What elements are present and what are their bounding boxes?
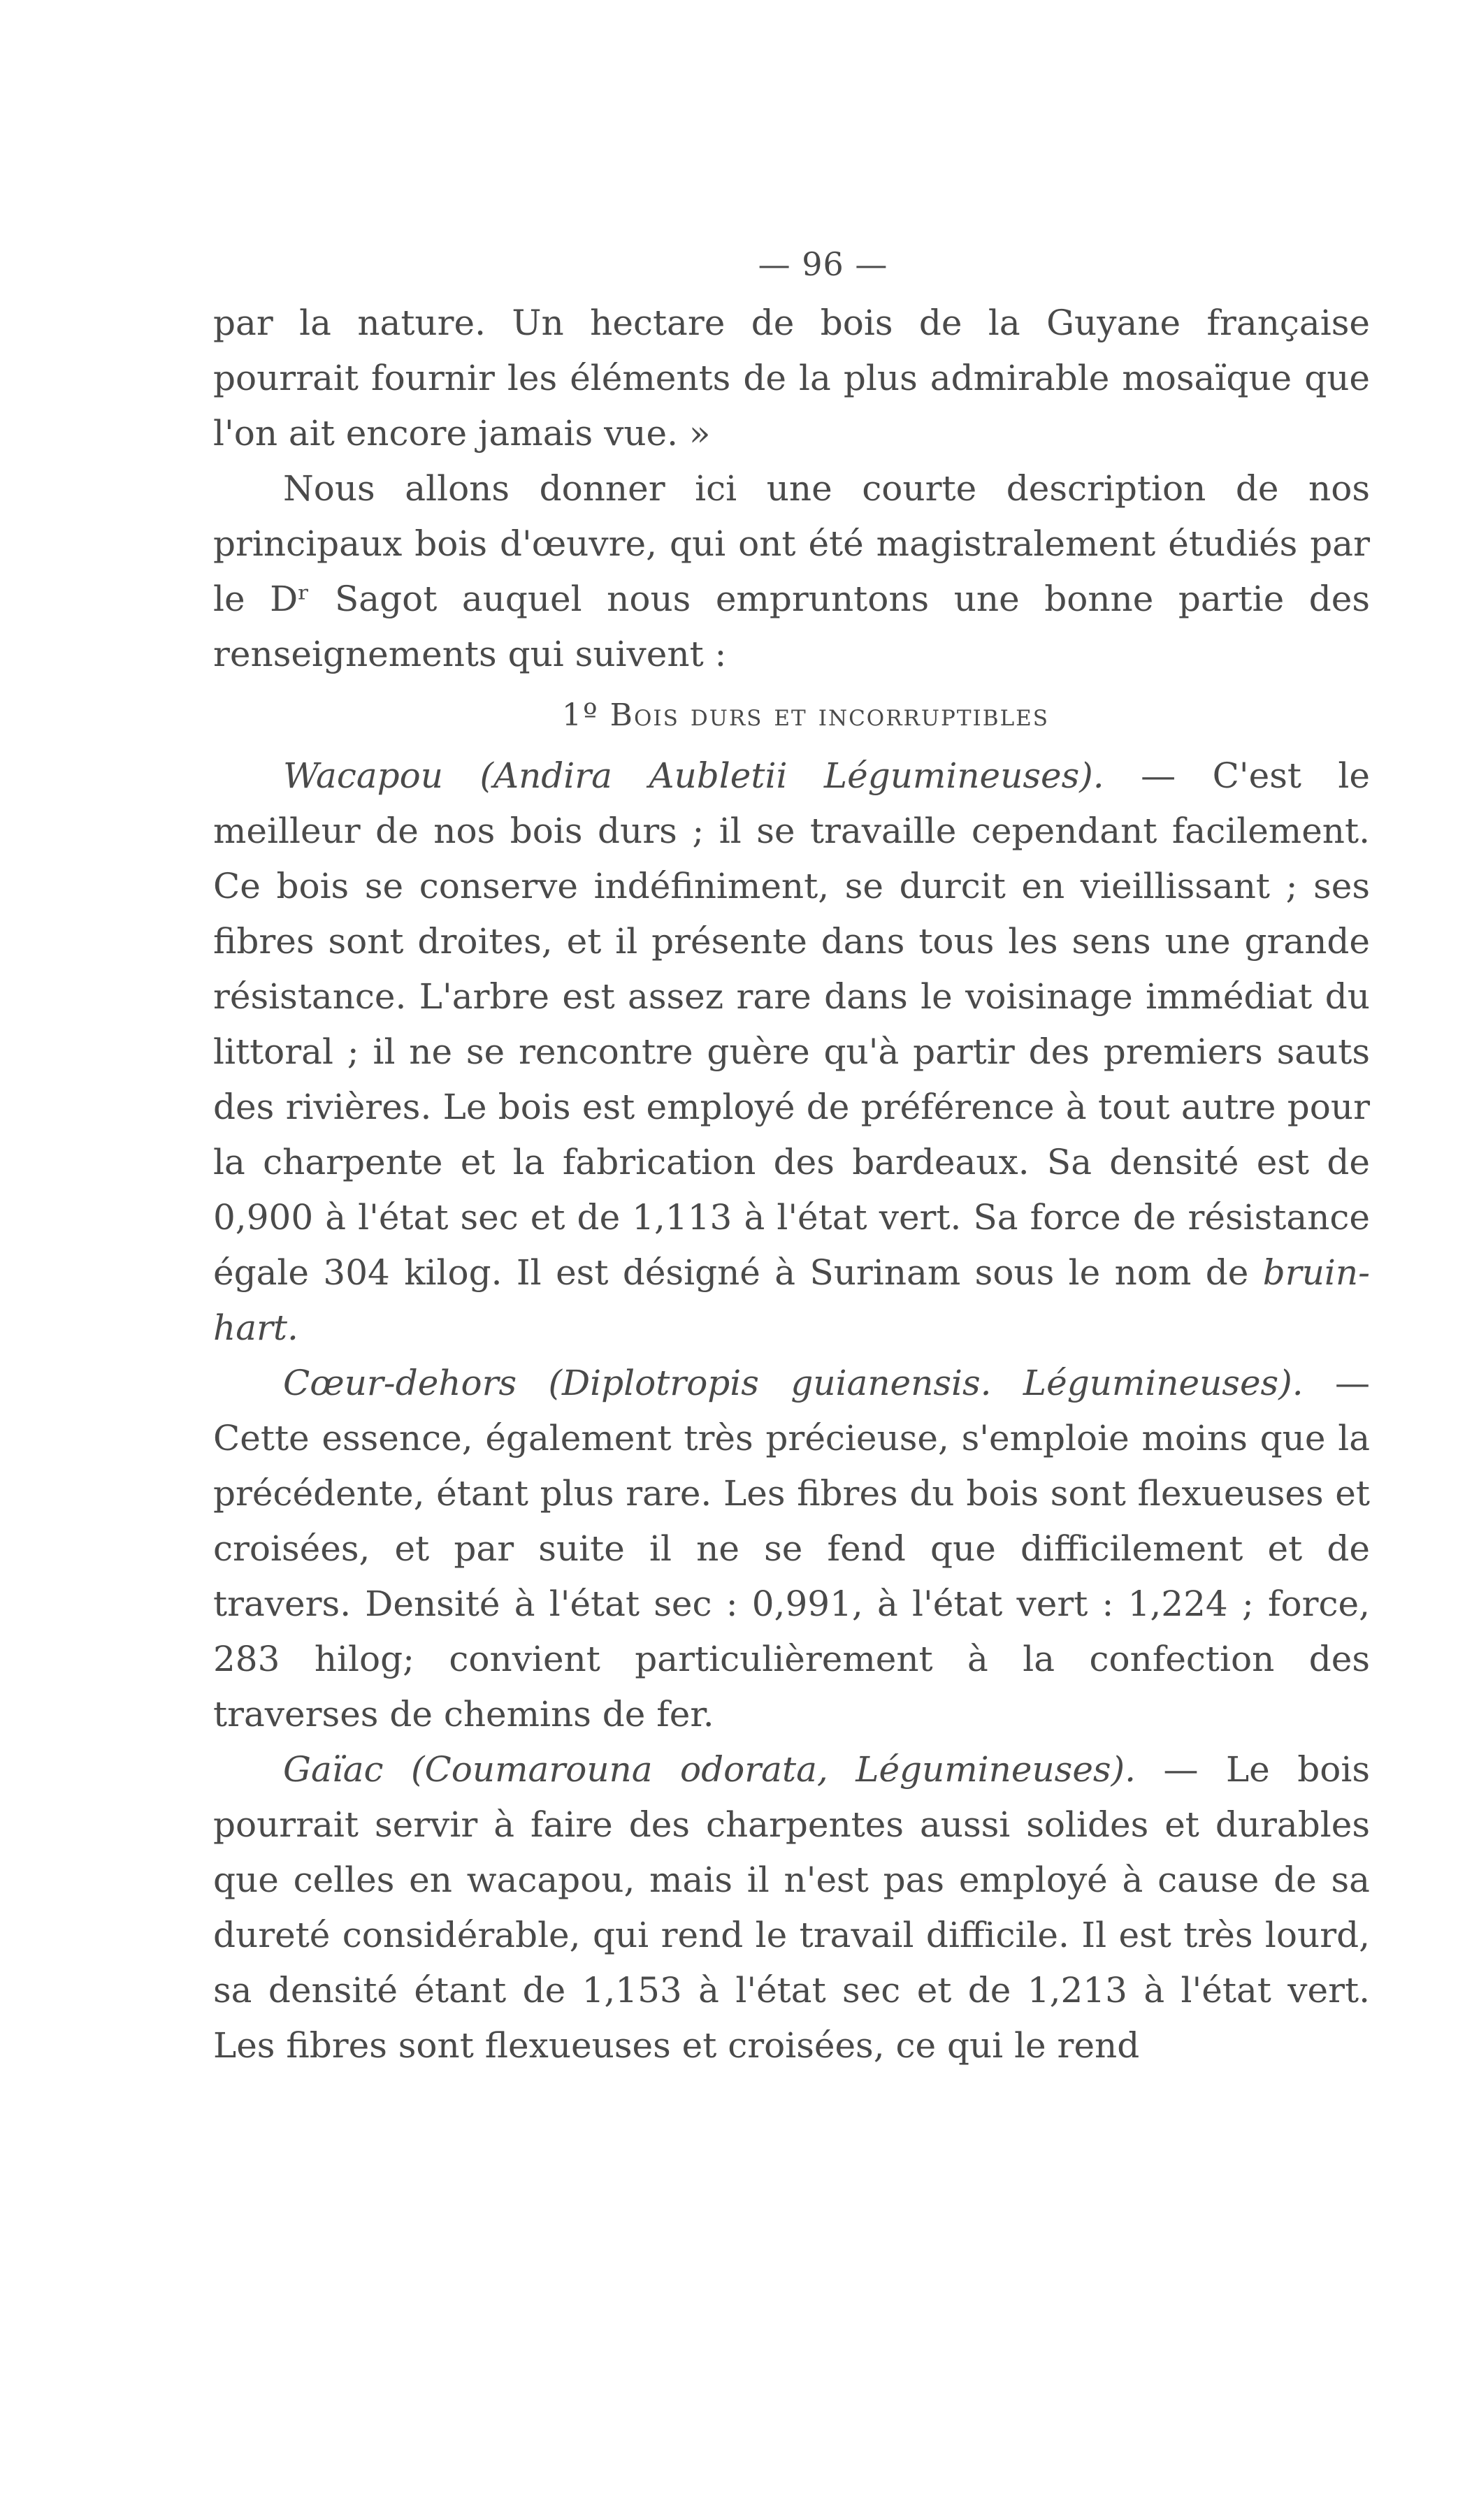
page-number: — 96 —	[758, 245, 888, 283]
species-name: Cœur-dehors (Diplotropis guianensis. Légumineuses).	[283, 1363, 1304, 1403]
book-page	[213, 245, 1371, 2073]
species-alias: bruin-hart.	[213, 1252, 1370, 1348]
paragraph-intro: Nous allons donner ici une courte description de nos principaux bois d'œuvre, qui ont été magistralement étudiés par le Dʳ Sagot auquel nous empruntons une bonne partie des renseignements qui suivent :	[213, 468, 1370, 674]
species-name: Wacapou (Andira Aubletii Légumineuses).	[283, 755, 1104, 796]
entry-text: — Le bois pourrait servir à faire des charpentes aussi solides et durables que celles en wacapou, mais il n'est pas employé à cause de sa dureté considérable, qui rend le travail difficile. Il est très lourd, sa densité étant de 1,153 à l'état sec et de 1,213 à l'état vert. Les fibres sont flexueuses et croisées, ce qui le rend	[213, 1749, 1370, 2066]
entry-gaiac	[213, 1742, 1370, 2073]
entry-wacapou	[213, 748, 1370, 1356]
paragraph-continuation: par la nature. Un hectare de bois de la Guyane française pourrait fournir les éléments de la plus admirable mosaïque que l'on ait encore jamais vue. »	[213, 303, 1370, 454]
section-number: 1º	[561, 697, 599, 733]
entry-text: — Cette essence, également très précieuse, s'emploie moins que la précédente, étant plus rare. Les fibres du bois sont flexueuses et croisées, et par suite il ne se fend que difficilement et de travers. Densité à l'état sec : 0,991, à l'état vert : 1,224 ; force, 283 hilog; convient particulièrement à la confection des traverses de chemins de fer.	[213, 1363, 1370, 1735]
entry-text: — C'est le meilleur de nos bois durs ; il se travaille cependant facilement. Ce bois se conserve indéfiniment, se durcit en vieillissant ; ses fibres sont droites, et il présente dans tous les sens une grande résistance. L'arbre est assez rare dans le voisinage immédiat du littoral ; il ne se rencontre guère qu'à partir des premiers sauts des rivières. Le bois est employé de préférence à tout autre pour la charpente et la fabrication des bardeaux. Sa densité est de 0,900 à l'état sec et de 1,113 à l'état vert. Sa force de résistance égale 304 kilog. Il est désigné à Surinam sous le nom de	[213, 755, 1371, 1293]
section-heading	[213, 688, 1370, 743]
body-text	[213, 296, 1370, 2073]
entry-coeur-dehors	[213, 1356, 1370, 1742]
species-name: Gaïac (Coumarouna odorata, Légumineuses).	[283, 1749, 1136, 1790]
section-title: Bois durs et incorruptibles	[609, 697, 1050, 733]
